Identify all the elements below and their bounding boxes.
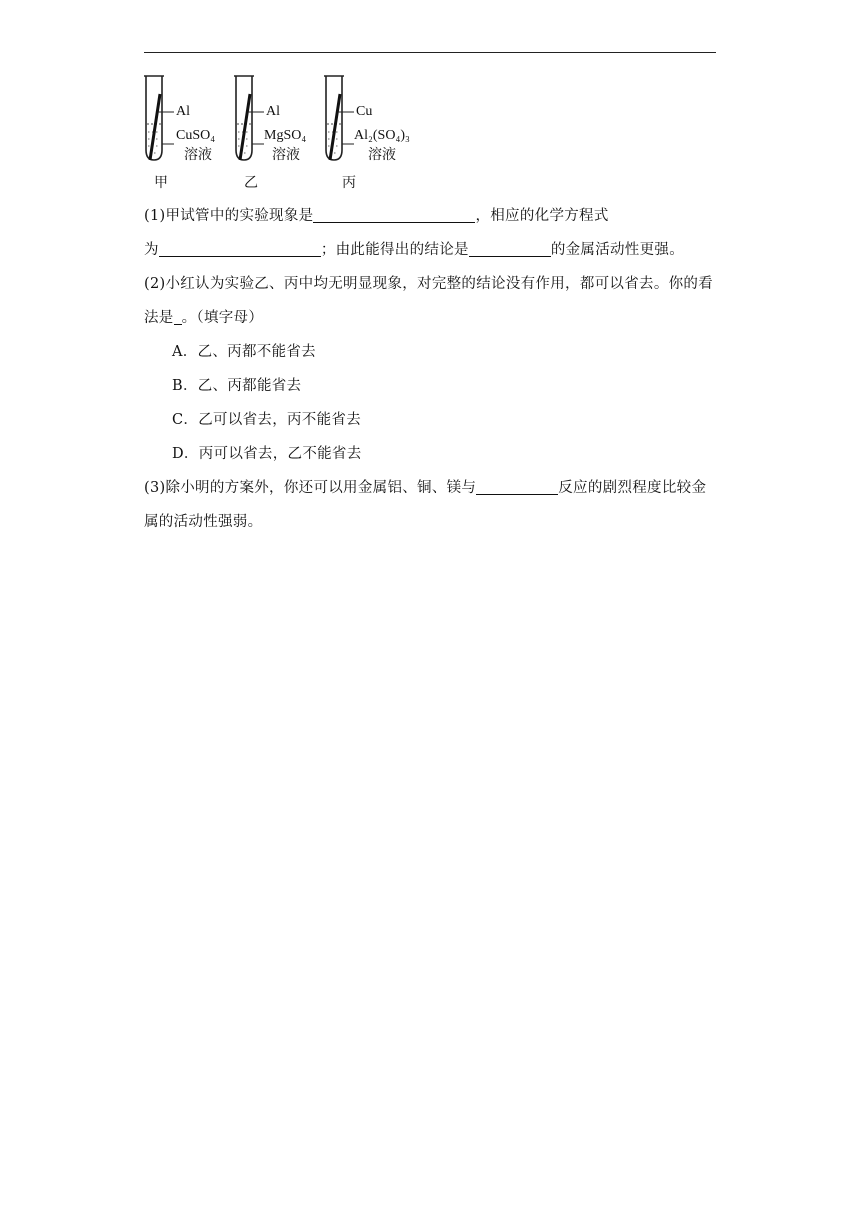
- q3-line2: 属的活动性强弱。: [144, 514, 263, 530]
- q3-line1: [144, 478, 716, 498]
- tube-jia-metal-label: Al: [176, 104, 190, 119]
- q3-reagent-blank[interactable]: [476, 480, 558, 495]
- q1-line1: [144, 206, 716, 226]
- q2-answer-blank[interactable]: [174, 310, 182, 325]
- q1-line2-start: 为: [144, 242, 159, 258]
- tube-bing-name: 丙: [342, 175, 356, 191]
- q2-option-c: C．乙可以省去，丙不能省去: [172, 412, 361, 428]
- tube-yi-solution-formula: MgSO₄: [264, 128, 307, 143]
- q2-option-a: A．乙、丙都不能省去: [172, 344, 316, 360]
- q2-option-b: B．乙、丙都能省去: [172, 378, 302, 394]
- q2-line1: (2)小红认为实验乙、丙中均无明显现象，对完整的结论没有作用，都可以省去。你的看: [144, 276, 714, 292]
- q1-line2-end: 的金属活动性更强。: [550, 242, 685, 258]
- q1-line1-after: ，相应的化学方程式: [475, 208, 609, 224]
- tube-yi-metal-label: Al: [266, 104, 280, 119]
- tube-jia-solution-formula: CuSO₄: [176, 128, 216, 143]
- q2-line2: [144, 308, 716, 328]
- q1-equation-blank[interactable]: [159, 242, 321, 257]
- test-tube-bing: [324, 72, 444, 198]
- tube-bing-solution-word: 溶液: [368, 148, 396, 163]
- tube-jia-solution-word: 溶液: [184, 148, 212, 163]
- q3-line1-after: 反应的剧烈程度比较金: [558, 480, 707, 496]
- q1-line1-before: (1)甲试管中的实验现象是: [144, 208, 314, 224]
- q2-line2-after: 。（填字母）: [181, 310, 264, 326]
- q1-phenomenon-blank[interactable]: [313, 208, 475, 223]
- header-rule: [144, 52, 716, 53]
- tube-jia-name: 甲: [154, 175, 168, 191]
- tube-bing-metal-label: Cu: [356, 104, 373, 119]
- q2-option-d: D．丙可以省去，乙不能省去: [172, 446, 362, 462]
- q2-line2-before: 法是: [144, 310, 174, 326]
- q3-line1-before: (3)除小明的方案外，你还可以用金属铝、铜、镁与: [144, 480, 477, 496]
- q1-conclusion-blank[interactable]: [469, 242, 551, 257]
- tube-yi-solution-word: 溶液: [272, 148, 300, 163]
- tube-yi-name: 乙: [244, 175, 258, 191]
- test-tube-figure: [140, 72, 430, 198]
- tube-bing-solution-formula: Al₂(SO₄)₃: [354, 128, 410, 143]
- q1-line2: [144, 240, 716, 260]
- q1-line2-middle: ；由此能得出的结论是: [320, 242, 469, 258]
